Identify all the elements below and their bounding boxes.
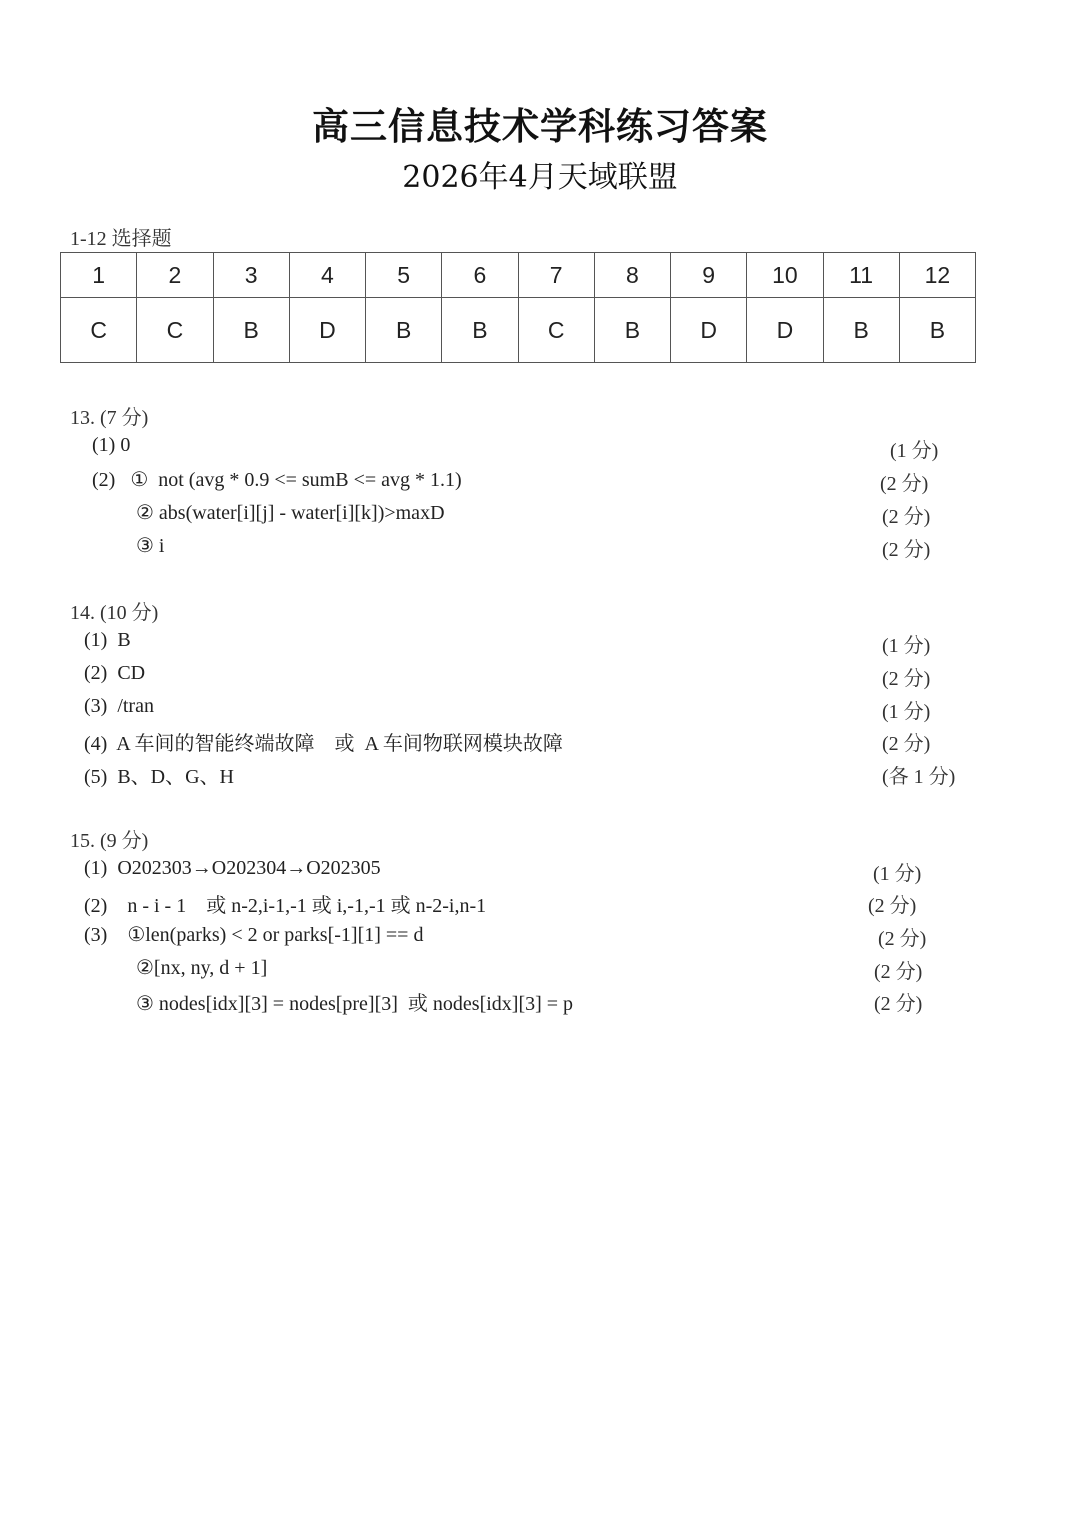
q15-answer-1: (1) O202303→O202304→O202305 — [84, 857, 381, 879]
mc-number-cell: 1 — [61, 253, 137, 298]
q13-answer-2b: ② abs(water[i][j] - water[i][k])>maxD — [136, 502, 445, 524]
mc-number-cell: 3 — [213, 253, 289, 298]
q13-answer-1: (1) 0 — [92, 434, 131, 456]
mc-number-cell: 9 — [671, 253, 747, 298]
mc-number-cell: 12 — [899, 253, 975, 298]
mc-number-cell: 5 — [366, 253, 442, 298]
q13-header: 13. (7 分) — [70, 407, 149, 429]
q14-score-4: (2 分) — [882, 733, 931, 755]
q13-score-2b: (2 分) — [882, 506, 931, 528]
mc-answer-cell: B — [594, 298, 670, 363]
mc-number-cell: 6 — [442, 253, 518, 298]
mc-number-cell: 2 — [137, 253, 213, 298]
mc-section-label: 1-12 选择题 — [70, 228, 172, 250]
q14-answer-5: (5) B、D、G、H — [84, 766, 234, 788]
mc-answer-cell: D — [747, 298, 823, 363]
q13-score-1: (1 分) — [890, 440, 939, 462]
q15-score-3b: (2 分) — [874, 961, 923, 983]
q13-score-2c: (2 分) — [882, 539, 931, 561]
q13-answer-2c: ③ i — [136, 535, 165, 557]
mc-answer-cell: C — [137, 298, 213, 363]
mc-answer-cell: B — [823, 298, 899, 363]
mc-answer-row — [61, 298, 976, 363]
page-title: 高三信息技术学科练习答案 — [312, 104, 768, 148]
q13-answer-2: (2) ① not (avg * 0.9 <= sumB <= avg * 1.1) — [92, 469, 462, 491]
q14-score-2: (2 分) — [882, 668, 931, 690]
mc-answer-cell: D — [289, 298, 365, 363]
mc-number-cell: 11 — [823, 253, 899, 298]
q15-answer-2: (2) n - i - 1 或 n-2,i-1,-1 或 i,-1,-1 或 n-2-i,n-1 — [84, 895, 487, 917]
q14-answer-2: (2) CD — [84, 662, 146, 684]
q14-header: 14. (10 分) — [70, 602, 159, 624]
q15-score-1: (1 分) — [873, 863, 922, 885]
mc-answer-cell: B — [899, 298, 975, 363]
q14-score-1: (1 分) — [882, 635, 931, 657]
mc-number-cell: 4 — [289, 253, 365, 298]
q15-answer-3c: ③ nodes[idx][3] = nodes[pre][3] 或 nodes[idx][3] = p — [136, 993, 574, 1015]
q15-header: 15. (9 分) — [70, 830, 149, 852]
mc-answer-cell: C — [61, 298, 137, 363]
mc-number-cell: 10 — [747, 253, 823, 298]
mc-answer-cell: C — [518, 298, 594, 363]
q14-score-3: (1 分) — [882, 701, 931, 723]
mc-answer-cell: B — [213, 298, 289, 363]
q15-score-3c: (2 分) — [874, 993, 923, 1015]
q13-score-2: (2 分) — [880, 473, 929, 495]
mc-answer-cell: D — [671, 298, 747, 363]
mc-answer-cell: B — [366, 298, 442, 363]
q15-answer-3: (3) ①len(parks) < 2 or parks[-1][1] == d — [84, 924, 424, 946]
q15-score-2: (2 分) — [868, 895, 917, 917]
q14-score-5: (各 1 分) — [882, 766, 956, 788]
q15-answer-3b: ②[nx, ny, d + 1] — [136, 957, 268, 979]
mc-number-cell: 7 — [518, 253, 594, 298]
mc-answer-cell: B — [442, 298, 518, 363]
q15-score-3: (2 分) — [878, 928, 927, 950]
mc-number-row — [61, 253, 976, 298]
mc-answer-table — [60, 252, 976, 363]
q14-answer-3: (3) /tran — [84, 695, 154, 717]
page-subtitle: 2026年4月天域联盟 — [402, 160, 678, 195]
mc-number-cell: 8 — [594, 253, 670, 298]
q14-answer-1: (1) B — [84, 629, 131, 651]
q14-answer-4: (4) A 车间的智能终端故障 或 A 车间物联网模块故障 — [84, 733, 563, 755]
